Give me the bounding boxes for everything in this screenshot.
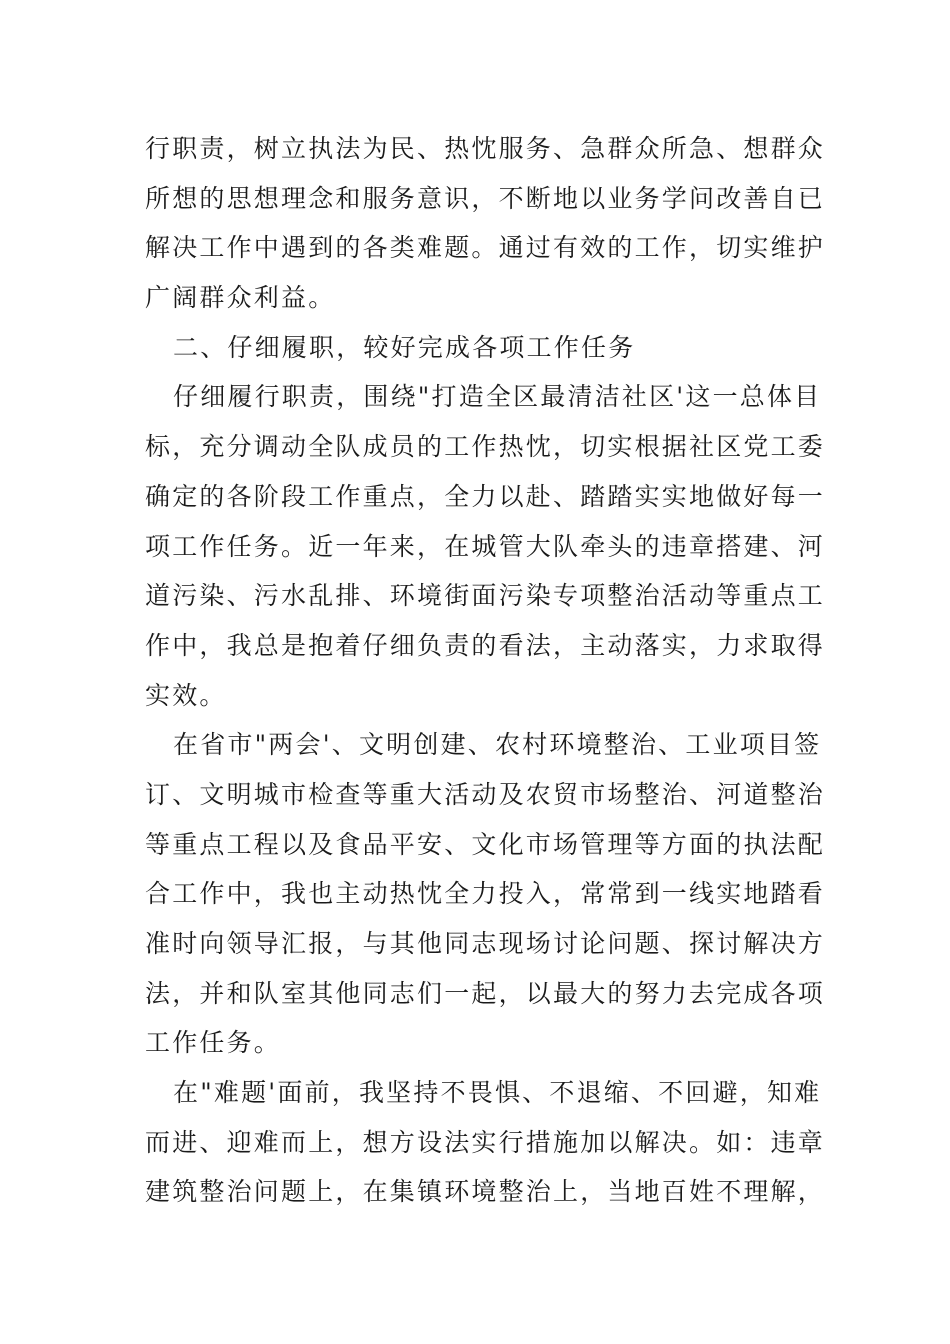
text-line: 道污染、污水乱排、环境街面污染专项整治活动等重点工 — [145, 581, 826, 611]
text-line: 行职责，树立执法为民、热忱服务、急群众所急、想群众 — [145, 134, 826, 163]
text-line: 解决工作中遇到的各类难题。通过有效的工作，切实维护 — [145, 233, 826, 263]
text-line: 等重点工程以及食品平安、文化市场管理等方面的执法配 — [145, 829, 826, 859]
text-line: 在省市"两会'、文明创建、农村环境整治、工业项目签 — [173, 730, 822, 760]
text-line: 仔细履行职责，围绕"打造全区最清洁社区'这一总体目 — [173, 382, 822, 412]
text-line: 准时向领导汇报，与其他同志现场讨论问题、探讨解决方 — [145, 929, 826, 958]
text-line: 工作任务。 — [145, 1028, 282, 1058]
text-line: 标，充分调动全队成员的工作热忱，切实根据社区党工委 — [145, 432, 826, 462]
text-line: 在"难题'面前，我坚持不畏惧、不退缩、不回避，知难 — [173, 1078, 822, 1108]
text-line: 广阔群众利益。 — [145, 283, 336, 313]
text-line: 所想的思想理念和服务意识，不断地以业务学问改善自已 — [145, 183, 826, 213]
text-line: 建筑整治问题上，在集镇环境整治上，当地百姓不理解， — [145, 1177, 826, 1207]
text-line: 合工作中，我也主动热忱全力投入，常常到一线实地踏看 — [145, 879, 826, 909]
text-line: 确定的各阶段工作重点，全力以赴、踏踏实实地做好每一 — [145, 481, 826, 511]
text-line: 订、文明城市检查等重大活动及农贸市场整治、河道整治 — [145, 779, 826, 809]
body-text — [145, 124, 826, 1217]
text-line: 作中，我总是抱着仔细负责的看法，主动落实，力求取得 — [145, 630, 826, 660]
text-line: 法，并和队室其他同志们一起，以最大的努力去完成各项 — [145, 978, 826, 1008]
text-line: 而进、迎难而上，想方设法实行措施加以解决。如：违章 — [145, 1127, 826, 1157]
text-line: 项工作任务。近一年来，在城管大队牵头的违章搭建、河 — [145, 531, 826, 561]
text-line: 二、仔细履职，较好完成各项工作任务 — [173, 332, 636, 362]
text-line: 实效。 — [145, 680, 227, 710]
